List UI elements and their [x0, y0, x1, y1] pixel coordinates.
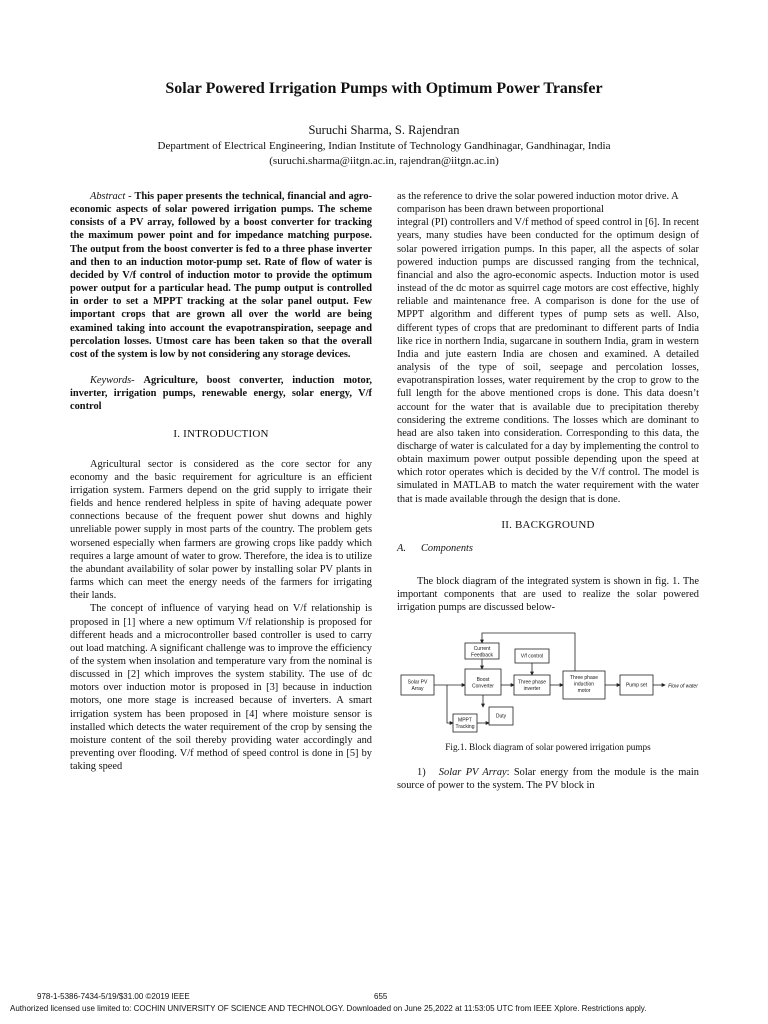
license-notice: Authorized licensed use limited to: COCHIN UNIVERSITY OF SCIENCE AND TECHNOLOGY. Downloaded on June 25,2022 at 11:53:05 UTC from IEEE Xplore. Restrictions apply.	[10, 1004, 647, 1013]
keywords	[70, 374, 372, 413]
duty-label: Duty	[495, 713, 507, 720]
section-heading-introduction: I. INTRODUCTION	[173, 427, 269, 440]
intro-paragraph-2-cont: as the reference to drive the solar powered induction motor drive. A comparison has been drawn between proportional	[397, 191, 679, 216]
current-feedback-label-1: Current	[473, 645, 491, 652]
solar-pv-label-1: Solar PV	[407, 679, 428, 686]
subsection-number: A.	[397, 542, 406, 554]
mppt-label-1: MPPT	[458, 717, 472, 724]
subsection-heading-components	[397, 542, 699, 555]
abstract	[70, 190, 372, 361]
paper-title: Solar Powered Irrigation Pumps with Optimum Power Transfer	[165, 80, 603, 97]
subsection-title: Components	[421, 542, 473, 554]
footer-isbn: 978-1-5386-7434-5/19/$31.00 ©2019 IEEE	[37, 992, 190, 1001]
background-paragraph-1: The block diagram of the integrated system is shown in fig. 1. The important components that are used to realize the solar powered irrigation pumps are discussed below-	[397, 576, 699, 614]
item-text: : Solar energy from the module is the main source of power to the system. The PV block in	[397, 766, 699, 791]
current-feedback-label-2: Feedback	[471, 652, 493, 659]
left-column	[70, 190, 372, 773]
motor-label-3: motor	[577, 687, 591, 694]
item-number: 1)	[417, 766, 426, 778]
right-column	[397, 190, 699, 792]
boost-label-1: Boost	[476, 676, 490, 683]
intro-paragraph-1: Agricultural sector is considered as the core sector for any economy and the basic requirement for agriculture is an efficient irrigation system. Farmers depend on the grid supply to irrigate their fields and hence rendered helpless in spite of having adequate power connections because of the frequent power shut downs and highly unreliable power supply in most parts of the country. The problem gets worsened especially when farmers are growing crops like paddy which requires a large amount of water to grow. Therefore, the idea is to utilize the abundant availability of solar power by installing solar PV plants in farms which can meet the energy needs of the farmers for irrigating their lands.	[70, 458, 372, 602]
author-emails: (suruchi.sharma@iitgn.ac.in, rajendran@iitgn.ac.in)	[269, 155, 499, 167]
affiliation-block	[0, 139, 768, 169]
abstract-label: Abstract -	[90, 191, 132, 202]
item-title: Solar PV Array	[438, 766, 507, 778]
solar-pv-label-2: Array	[411, 685, 424, 692]
figure-caption: Fig.1. Block diagram of solar powered irrigation pumps	[445, 741, 651, 752]
abstract-text: This paper presents the technical, financial and agro-economic aspects of solar powered irrigation pumps. The scheme consists of a PV array, followed by a boost converter for tracking the maximum power point and for impedance matching purpose. The output from the boost converter is fed to a three phase inverter and then to an induction motor-pump set. Rate of flow of water is decided by V/f control of induction motor to provide the optimum power output for a particular head. The pump output is controlled in order to set a MPPT tracking at the solar panel output. Few important crops that are grown all over the world are being examined taking into account the evapotranspiration, seepage and percolation losses. Utmost care has been taken so that the overall cost of the system is low by not considering any storage devices.	[70, 191, 372, 360]
keywords-text: Agriculture, boost converter, induction motor, inverter, irrigation pumps, renewable energy, solar energy, V/f control	[70, 375, 372, 413]
page-number: 655	[374, 992, 388, 1001]
motor-label-2: induction	[573, 681, 595, 688]
inverter-label-1: Three phase	[517, 679, 547, 686]
flow-of-water-label: Flow of water	[668, 683, 698, 690]
keywords-label: Keywords-	[90, 375, 135, 387]
pump-set-label: Pump set	[625, 682, 648, 689]
intro-paragraph-3: integral (PI) controllers and V/f method of speed control in [6]. In recent years, many studies have been conducted for the optimum design of solar powered irrigation pumps. In this paper, all the aspects of solar powered induction pumps are discussed ranging from the technical, financial and also the agro-economic aspects. Induction motor is used instead of the dc motor as squirrel cage motors are cost effective, highly reliable and maintenance free. A comparison is done for the use of MPPT algorithm and different types of pump sets as well. Also, different types of crops that are predominant to different parts of India like rice in northern India, sugarcane in southern India, gram in western India and jute eastern India are chosen and examined. A detailed analysis of the type of soil, seepage and percolation losses, evapotranspiration losses, water requirement by the crop to grow to the full length for the above mentioned crops is done. This data doesn’t account for the water that is available due to precipitation thereby considering the extreme conditions. The losses which are dominant to head are also taken into consideration. Corresponding to this data, the discharge of water is calculated for a day by implementing the control to obtain maximum power output possible depending upon the speed at which rotor operates which is decided by the V/f control. The model is simulated in MATLAB to match the water requirement with the water that is made available through the design that is done.	[397, 217, 699, 505]
motor-label-1: Three phase	[569, 674, 599, 681]
inverter-label-2: inverter	[523, 685, 541, 692]
mppt-label-2: Tracking	[455, 723, 475, 730]
affiliation: Department of Electrical Engineering, Indian Institute of Technology Gandhinagar, Gandhinagar, India	[157, 140, 611, 152]
intro-paragraph-2: The concept of influence of varying head on V/f relationship is proposed in [1] where a new optimum V/f relationship is proposed for different heads and a microcontroller based controller is used to carry out load matching. A significant challenge was to improve the efficiency of the system when insolation and temperature vary from the nominal is discussed in [2] which improves the system stability. The use of dc motors over induction motor is proposed in [3] because in induction motors, one more stage is increased because of inverters. A smart irrigation system has been proposed in [4] where moisture sensor is installed which detects the water requirement of the crop by sensing the moisture content of the soil thereby providing water accordingly and preventing over flooding. V/f method of speed control is done in [5] by taking speed	[70, 603, 372, 773]
block-diagram-figure	[397, 625, 699, 737]
section-heading-background: II. BACKGROUND	[501, 518, 595, 531]
author-list: Suruchi Sharma, S. Rajendran	[308, 123, 460, 137]
item-solar-pv-array	[397, 766, 699, 792]
vf-control-label: V/f control	[520, 653, 544, 660]
boost-label-2: Converter	[472, 683, 494, 690]
